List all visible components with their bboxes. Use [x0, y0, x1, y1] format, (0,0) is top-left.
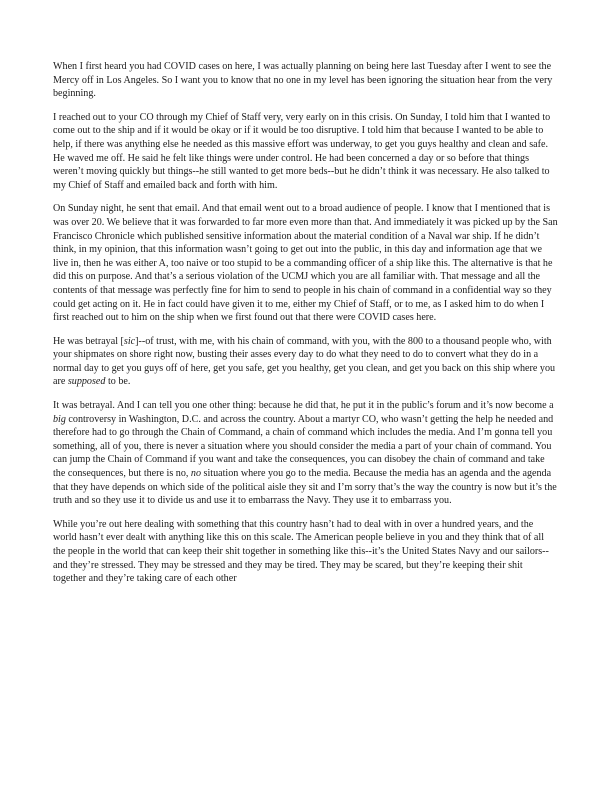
paragraph-3 — [53, 202, 558, 324]
paragraph-1 — [53, 60, 558, 101]
text-run: He was betrayal [ — [53, 335, 124, 347]
text-run: While you’re out here dealing with something that this country hasn’t had to deal with in over a hundred years, and the world hasn’t ever dealt with anything like this on this scale. The American people believe in you and they think that of all the people in the world that can keep their shit together in something like this--it’s the United States Navy and our sailors--and they’re stressed. They may be stressed and they may be tired. They may be scared, but they’re keeping their shit together and they’re taking care of each other — [53, 518, 549, 585]
text-run: controversy in Washington, D.C. and across the country. About a martyr CO, who wasn’t getting the help he needed and therefore had to go through the Chain of Command, a chain of command which includes the media. And I’m gonna tell you something, all of you, there is never a situation where you should consider the media a part of your chain of command. You can jump the Chain of Command if you want and take the consequences, you can disobey the chain of command and take the consequences, but there is no, — [53, 413, 554, 480]
text-run: ]--of trust, with me, with his chain of command, with you, with the 800 to a thousand people who, with your shipmates on shore right now, busting their asses every day to do what they need to do to convert what they do in a normal day to get you guys off of here, get you safe, get you healthy, get you clean, and get you back on this ship where you are — [53, 335, 556, 388]
text-run: It was betrayal. And I can tell you one other thing: because he did that, he put it in the public’s forum and it’s now become a — [53, 400, 554, 412]
italic-text: no — [190, 468, 202, 480]
text-run: On Sunday night, he sent that email. And that email went out to a broad audience of people. I know that I mentioned that is was over 20. We believe that it was forwarded to far more even more than that. And immediately it was picked up by the San Francisco Chronicle which published sensitive information about the material condition of a Naval war ship. If he didn’t think, in my opinion, that this information wasn’t going to get out into the public, in this day and information age that we live in, then he was either A, too naive or too stupid to be a commanding officer of a ship like this. The alternative is that he did this on purpose. And that’s a serious violation of the UCMJ which you are all familiar with. That message and all the contents of that message was perfectly fine for him to send to people in his chain of command in a confidential way so they could get acting on it. He in fact could have given it to me, either my Chief of Staff, or to me, as I asked him to do when I first reached out to him on the ship when we first found out that there were COVID cases here. — [53, 203, 558, 324]
text-run: I reached out to your CO through my Chief of Staff very, very early on in this crisis. On Sunday, I told him that I wanted to come out to the ship and if it would be okay or if it would be too disruptive. I told him that because I wanted to be able to help, if there was anything else he needed as this massive effort was underway, to get you guys healthy and clean and safe. He waved me off. He said he felt like things were under control. He had been concerned a day or so before that things weren’t moving quickly but things--he still wanted to get more beds--but he didn’t think it was necessary. He also talked to my Chief of Staff and emailed back and forth with him. — [53, 111, 551, 191]
italic-text: supposed — [67, 376, 106, 388]
italic-text: big — [53, 413, 66, 425]
text-run: to be. — [105, 376, 131, 388]
paragraph-6 — [53, 518, 558, 586]
italic-text: sic — [123, 335, 136, 347]
paragraph-5 — [53, 399, 558, 508]
text-run: situation where you go to the media. Because the media has an agenda and the agenda that they have depends on which side of the political aisle they sit and I’m sorry that’s the way the country is now but it’s the truth and so they use it to divide us and use it to embarrass the Navy. They use it to embarrass you. — [53, 468, 557, 507]
paragraph-4 — [53, 335, 558, 389]
text-run: When I first heard you had COVID cases on here, I was actually planning on being here last Tuesday after I went to see the Mercy off in Los Angeles. So I want you to know that no one in my level has been ignoring the situation hear from the very beginning. — [53, 61, 553, 100]
paragraph-2 — [53, 111, 558, 193]
